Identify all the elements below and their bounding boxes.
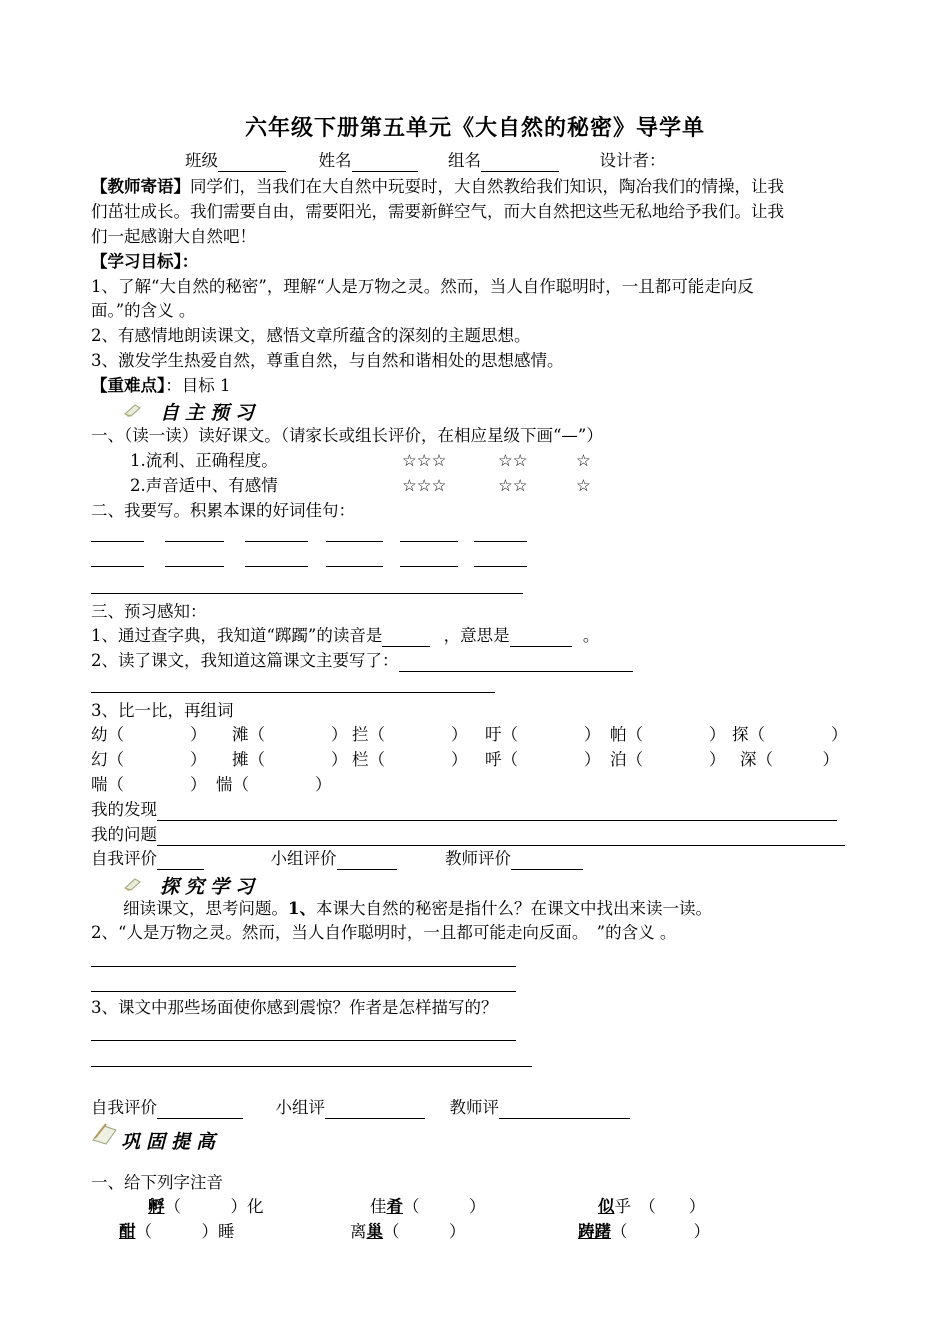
word-blank[interactable] bbox=[326, 566, 383, 567]
name-blank[interactable] bbox=[352, 154, 418, 172]
word-blank[interactable] bbox=[400, 566, 458, 567]
group-eval-label: 小组评价 bbox=[270, 849, 337, 868]
meaning-blank[interactable] bbox=[510, 629, 572, 647]
key-points bbox=[91, 375, 231, 397]
rating-row-1-three-stars[interactable]: ☆☆☆ bbox=[402, 451, 447, 470]
word-blank[interactable] bbox=[245, 566, 308, 567]
teacher-message-line1 bbox=[91, 176, 784, 198]
rating-row-1-one-star[interactable]: ☆ bbox=[576, 451, 591, 470]
pen-icon bbox=[123, 402, 143, 418]
compare-char: 探 bbox=[732, 725, 749, 744]
word-blank[interactable] bbox=[326, 541, 383, 542]
answer-blank[interactable] bbox=[91, 991, 516, 992]
self-eval-label: 自我评价 bbox=[91, 1098, 157, 1117]
question-blank[interactable] bbox=[157, 828, 845, 846]
phonetic-char: 酣 bbox=[119, 1222, 136, 1241]
name-label: 姓名 bbox=[318, 151, 352, 170]
summary-question bbox=[91, 650, 633, 672]
word-blank[interactable] bbox=[165, 541, 224, 542]
compare-heading: 3、比一比，再组词 bbox=[91, 701, 234, 720]
phonetic-item[interactable]: 佳肴（ ） bbox=[370, 1197, 486, 1216]
key-label: 【重难点】 bbox=[91, 376, 166, 395]
teacher-eval-label: 教师评价 bbox=[445, 849, 511, 868]
dictionary-question bbox=[91, 625, 599, 647]
self-eval-label: 自我评价 bbox=[91, 849, 157, 868]
group-eval-label: 小组评 bbox=[275, 1098, 325, 1117]
goal-1-line1: 1、了解“大自然的秘密”，理解“人是万物之灵。然而，当人自作聪明时，一且都可能走向反 bbox=[91, 277, 754, 296]
pronunciation-blank[interactable] bbox=[382, 629, 430, 647]
phonetic-char: 孵 bbox=[148, 1197, 165, 1216]
compare-char: 滩 bbox=[232, 725, 249, 744]
explore-intro: 细读课文，思考问题。 bbox=[123, 899, 288, 918]
dictionary-text-b: ，意思是 bbox=[443, 626, 510, 645]
answer-blank[interactable] bbox=[91, 1066, 532, 1067]
phonetic-item[interactable]: 酣（ ）睡 bbox=[119, 1222, 235, 1241]
goal-3: 3、激发学生热爱自然，尊重自然，与自然和谐相处的思想感情。 bbox=[91, 351, 564, 370]
answer-blank[interactable] bbox=[91, 966, 516, 967]
explore-q1-number: 1、 bbox=[288, 899, 316, 918]
rating-row-2-one-star[interactable]: ☆ bbox=[576, 476, 591, 495]
designer-label: 设计者： bbox=[599, 151, 666, 170]
writing-question: 二、我要写。积累本课的好词佳句： bbox=[91, 501, 355, 520]
explore-question-1 bbox=[123, 898, 712, 920]
phonetic-item[interactable]: 孵（ ）化 bbox=[148, 1197, 264, 1216]
word-blank[interactable] bbox=[165, 566, 224, 567]
compare-char: 幼 bbox=[91, 725, 108, 744]
section-consolidate-title: 巩固提高 bbox=[121, 1131, 222, 1153]
teacher-eval-blank[interactable] bbox=[499, 1101, 630, 1119]
dictionary-text-c: 。 bbox=[582, 626, 600, 645]
phonetic-question: 一、给下列字注音 bbox=[91, 1173, 223, 1192]
goal-2: 2、有感情地朗读课文，感悟文章所蕴含的深刻的主题思想。 bbox=[91, 326, 531, 345]
pen-icon bbox=[123, 876, 143, 892]
compare-char: 惴 bbox=[216, 775, 233, 794]
summary-blank-2[interactable] bbox=[91, 692, 495, 693]
compare-char: 帕 bbox=[610, 725, 627, 744]
explore-question-2: 2、“人是万物之灵。然而，当人自作聪明时，一且都可能走向反面。 ”的含义 。 bbox=[91, 923, 677, 942]
evaluation-line-1 bbox=[91, 848, 583, 870]
phonetic-char: 似 bbox=[598, 1197, 615, 1216]
self-eval-blank[interactable] bbox=[157, 1101, 243, 1119]
section-self-study-title: 自主预习 bbox=[160, 402, 261, 424]
explore-q1-text: 本课大自然的秘密是指什么？在课文中找出来读一读。 bbox=[315, 899, 712, 918]
page-title: 六年级下册第五单元《大自然的秘密》导学单 bbox=[244, 115, 705, 141]
class-label: 班级 bbox=[185, 151, 218, 170]
book-pen-icon bbox=[90, 1120, 120, 1146]
section-explore-title: 探究学习 bbox=[160, 876, 261, 898]
phonetic-item[interactable]: 似乎 （ ） bbox=[598, 1197, 706, 1216]
group-label: 组名 bbox=[448, 151, 481, 170]
summary-text: 2、读了课文，我知道这篇课文主要写了： bbox=[91, 651, 399, 670]
word-blank[interactable] bbox=[91, 541, 144, 542]
teacher-eval-blank[interactable] bbox=[511, 852, 583, 870]
class-blank[interactable] bbox=[218, 154, 286, 172]
word-blank[interactable] bbox=[91, 566, 144, 567]
answer-blank[interactable] bbox=[91, 1040, 516, 1041]
key-text: ：目标 1 bbox=[165, 376, 231, 395]
self-eval-blank[interactable] bbox=[157, 852, 204, 870]
compare-char: 拦 bbox=[352, 725, 369, 744]
dictionary-text-a: 1、通过查字典，我知道“踯躅”的读音是 bbox=[91, 626, 383, 645]
compare-char: 吁 bbox=[485, 725, 502, 744]
question-line bbox=[91, 824, 845, 846]
goal-1-line2: 面。”的含义 。 bbox=[91, 301, 196, 320]
rating-row-2-label: 2.声音适中、有感情 bbox=[130, 476, 278, 495]
discovery-label: 我的发现 bbox=[91, 800, 157, 819]
phonetic-char: 肴 bbox=[386, 1197, 403, 1216]
rating-row-2-three-stars[interactable]: ☆☆☆ bbox=[402, 476, 447, 495]
explore-question-3: 3、课文中那些场面使你感到震惊？作者是怎样描写的？ bbox=[91, 998, 498, 1017]
compare-char: 深 bbox=[740, 750, 757, 769]
teacher-message-line3: 们一起感谢大自然吧！ bbox=[91, 227, 256, 246]
teacher-eval-label: 教师评 bbox=[449, 1098, 499, 1117]
reading-question: 一、（读一读）读好课文。（请家长或组长评价，在相应星级下画“—”） bbox=[91, 426, 603, 445]
question-label: 我的问题 bbox=[91, 825, 157, 844]
evaluation-line-2 bbox=[91, 1097, 630, 1119]
word-blank[interactable] bbox=[474, 566, 527, 567]
phonetic-item[interactable]: 离巢（ ） bbox=[350, 1222, 466, 1241]
preview-heading: 三、预习感知： bbox=[91, 602, 207, 621]
rating-row-1-label: 1.流利、正确程度。 bbox=[130, 451, 278, 470]
teacher-label: 【教师寄语】 bbox=[91, 177, 190, 196]
sentence-blank[interactable] bbox=[91, 593, 523, 594]
word-blank[interactable] bbox=[474, 541, 527, 542]
goals-label: 【学习目标】： bbox=[91, 252, 199, 271]
compare-char: 呼 bbox=[485, 750, 502, 769]
summary-blank[interactable] bbox=[399, 654, 633, 672]
compare-char: 喘 bbox=[91, 775, 108, 794]
rating-row-1-two-stars[interactable]: ☆☆ bbox=[498, 451, 528, 470]
phonetic-char: 巢 bbox=[366, 1222, 383, 1241]
compare-char: 栏 bbox=[352, 750, 369, 769]
compare-char: 幻 bbox=[91, 750, 108, 769]
header-line bbox=[185, 150, 666, 172]
word-blank[interactable] bbox=[245, 541, 308, 542]
discovery-line bbox=[91, 799, 837, 821]
group-blank[interactable] bbox=[481, 154, 559, 172]
phonetic-char: 踌躇 bbox=[578, 1222, 611, 1241]
compare-char: 泊 bbox=[610, 750, 627, 769]
discovery-blank[interactable] bbox=[157, 803, 837, 821]
group-eval-blank[interactable] bbox=[325, 1101, 425, 1119]
teacher-message-line2: 们茁壮成长。我们需要自由，需要阳光，需要新鲜空气，而大自然把这些无私地给予我们。让我 bbox=[91, 202, 784, 221]
teacher-text: 同学们，当我们在大自然中玩耍时，大自然教给我们知识，陶冶我们的情操，让我 bbox=[190, 177, 784, 196]
word-blank[interactable] bbox=[400, 541, 458, 542]
compare-char: 摊 bbox=[232, 750, 249, 769]
phonetic-item[interactable]: 踌躇（ ） bbox=[578, 1222, 710, 1241]
rating-row-2-two-stars[interactable]: ☆☆ bbox=[498, 476, 528, 495]
group-eval-blank[interactable] bbox=[337, 852, 397, 870]
